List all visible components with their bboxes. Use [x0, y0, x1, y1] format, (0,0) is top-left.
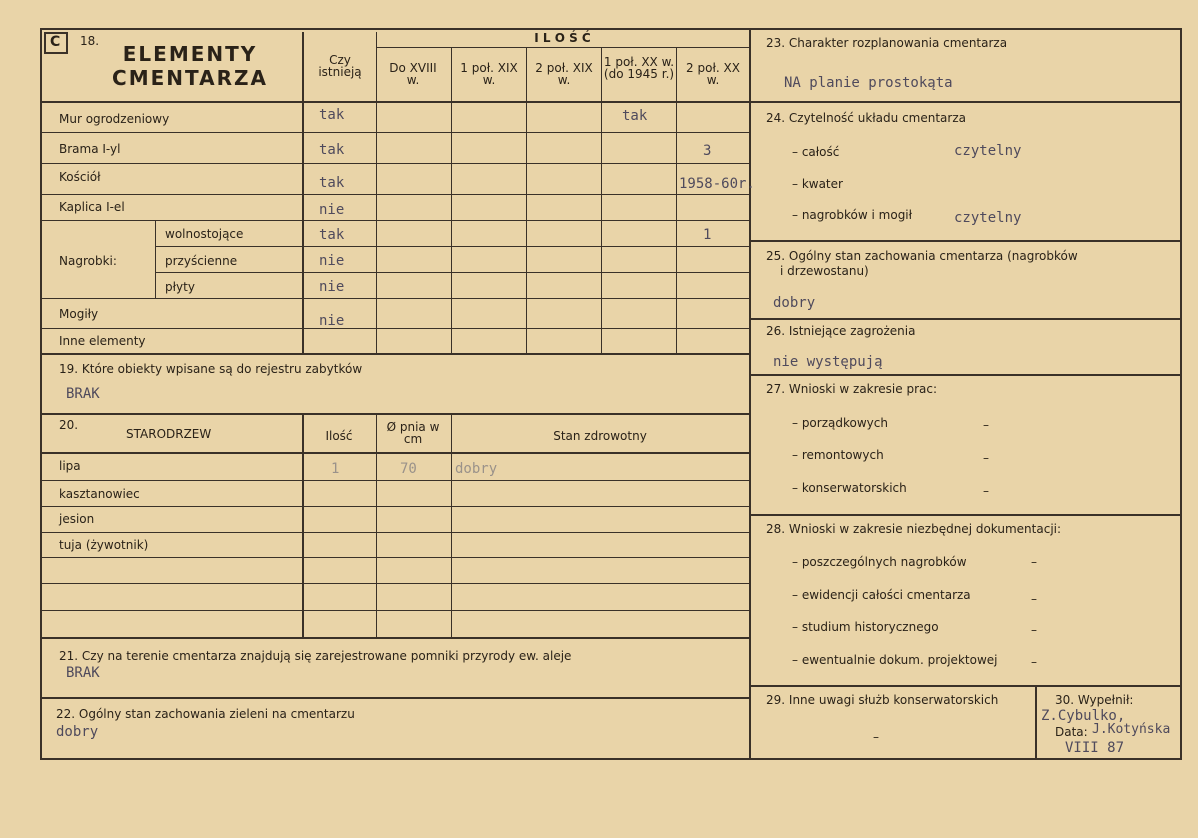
works-item-label: – konserwatorskich: [792, 481, 907, 495]
section-25-label-1: 25. Ogólny stan zachowania cmentarza (nagrobków: [766, 249, 1078, 263]
section-18-title-1: ELEMENTY: [122, 42, 258, 66]
col-health-header: Stan zdrowotny: [553, 429, 647, 443]
exists-value: tak: [319, 142, 345, 158]
tree-name: lipa: [59, 459, 81, 473]
period-header-4: 1 poł. XX w. (do 1945 r.): [603, 55, 675, 81]
col18-sep-2: [376, 32, 377, 354]
tree-name: jesion: [59, 512, 95, 526]
section-27-bottom: [749, 514, 1182, 516]
documentation-item-value: –: [1031, 592, 1037, 606]
works-item-value: –: [983, 484, 989, 498]
col18-sep-nagrobki: [155, 220, 156, 298]
col18-sep-6: [676, 48, 677, 354]
works-item-label: – porządkowych: [792, 416, 888, 430]
col18-sep-4: [526, 48, 527, 354]
section-20-title: STARODRZEW: [126, 427, 212, 441]
date-value: VIII 87: [1065, 740, 1125, 756]
row20-line: [40, 532, 749, 533]
tree-health: dobry: [455, 461, 498, 477]
exists-value: nie: [319, 313, 345, 329]
section-19-value: BRAK: [66, 386, 100, 402]
center-divider: [749, 28, 751, 760]
section-29-30-divider: [1035, 685, 1037, 760]
section-23-label: 23. Charakter rozplanowania cmentarza: [766, 36, 1008, 50]
section-letter: C: [50, 34, 61, 50]
row18-line: [40, 220, 749, 221]
hdr20-bottom: [40, 452, 749, 454]
col18-sep-3: [451, 48, 452, 354]
period5-value: 1: [703, 227, 712, 243]
documentation-item-value: –: [1031, 623, 1037, 637]
row-label-gate: Brama I-yl: [59, 142, 121, 156]
row20-line: [40, 610, 749, 611]
section-24-label: 24. Czytelność układu cmentarza: [766, 111, 966, 125]
tree-name: kasztanowiec: [59, 487, 140, 501]
ilosc-underline: [376, 47, 749, 48]
documentation-item-label: – studium historycznego: [792, 620, 939, 634]
hdr18-bottom: [40, 101, 749, 103]
row18-line: [155, 272, 749, 273]
period5-value: 1958-60r.: [679, 176, 755, 192]
documentation-item-label: – poszczególnych nagrobków: [792, 555, 967, 569]
section-22-value: dobry: [56, 724, 99, 740]
row18-line: [40, 328, 749, 329]
section-25-value: dobry: [773, 295, 816, 311]
section-28-label: 28. Wnioski w zakresie niezbędnej dokumentacji:: [766, 522, 1062, 536]
documentation-item-label: – ewidencji całości cmentarza: [792, 588, 971, 602]
filled-by-value: Z.Cybulko,: [1041, 708, 1126, 724]
section-19-label: 19. Które obiekty wpisane są do rejestru zabytków: [59, 362, 363, 376]
section-26-value: nie występują: [773, 354, 883, 370]
tree-diameter: 70: [400, 461, 417, 477]
period-header-2: 1 poł. XIX w.: [460, 61, 518, 87]
section-18-number: 18.: [80, 34, 100, 48]
section-28-bottom: [749, 685, 1182, 687]
tree-name: tuja (żywotnik): [59, 538, 149, 552]
readability-item-label: – całość: [792, 145, 840, 159]
works-item-label: – remontowych: [792, 448, 884, 462]
date-person-value: J.Kotyńska: [1092, 722, 1171, 737]
section-29-label: 29. Inne uwagi służb konserwatorskich: [766, 693, 999, 707]
exists-value: tak: [319, 175, 345, 191]
col-exists-header: Czy istnieją: [318, 53, 362, 79]
row20-line: [40, 480, 749, 481]
section-27-label: 27. Wnioski w zakresie prac:: [766, 382, 938, 396]
period5-value: 3: [703, 143, 712, 159]
row20-line: [40, 506, 749, 507]
exists-value: tak: [319, 107, 345, 123]
exists-value: nie: [319, 202, 345, 218]
section-23-value: NA planie prostokąta: [784, 75, 953, 91]
col20-sep: [302, 415, 304, 637]
row-label-wall-mounted: przyścienne: [165, 254, 238, 268]
row18-line: [155, 246, 749, 247]
documentation-item-value: –: [1031, 555, 1037, 569]
row18-line: [40, 163, 749, 164]
section-21-bottom: [40, 697, 749, 699]
section-18-bottom: [40, 353, 749, 355]
period-header-1: Do XVIII w.: [389, 61, 437, 87]
readability-item-value: czytelny: [954, 210, 1022, 226]
date-label: Data:: [1055, 725, 1088, 739]
readability-item-value: czytelny: [954, 143, 1022, 159]
section-22-label: 22. Ogólny stan zachowania zieleni na cmentarzu: [56, 707, 355, 721]
row-label-church: Kościół: [59, 170, 101, 184]
row18-line: [40, 132, 749, 133]
row-label-freestanding: wolnostojące: [165, 227, 244, 241]
section-25-bottom: [749, 318, 1182, 320]
row18-line: [40, 194, 749, 195]
section-21-label: 21. Czy na terenie cmentarza znajdują się zarejestrowane pomniki przyrody ew. aleje: [59, 649, 572, 663]
period-header-5: 2 poł. XX w.: [686, 61, 740, 87]
tree-qty: 1: [331, 461, 340, 477]
section-18-title-2: CMENTARZA: [112, 66, 268, 90]
exists-value: tak: [319, 227, 345, 243]
col18-sep-1: [302, 32, 304, 354]
works-item-value: –: [983, 418, 989, 432]
works-item-value: –: [983, 451, 989, 465]
section-20-bottom: [40, 637, 749, 639]
readability-item-label: – nagrobków i mogił: [792, 208, 913, 222]
row-label-chapel: Kaplica I-el: [59, 200, 125, 214]
section-21-value: BRAK: [66, 665, 100, 681]
row-label-other: Inne elementy: [59, 334, 146, 348]
section-26-label: 26. Istniejące zagrożenia: [766, 324, 916, 338]
nagrobki-group-label: Nagrobki:: [59, 254, 117, 268]
exists-value: nie: [319, 279, 345, 295]
row20-line: [40, 583, 749, 584]
col-diameter-header: Ø pnia w cm: [386, 420, 440, 446]
col20-sep: [451, 415, 452, 637]
period-header-3: 2 poł. XIX w.: [535, 61, 593, 87]
section-26-bottom: [749, 374, 1182, 376]
section-23-bottom: [749, 101, 1182, 103]
section-29-value: –: [873, 730, 879, 744]
exists-value: nie: [319, 253, 345, 269]
row18-line: [40, 298, 749, 299]
col18-sep-5: [601, 48, 602, 354]
documentation-item-label: – ewentualnie dokum. projektowej: [792, 653, 998, 667]
readability-item-label: – kwater: [792, 177, 843, 191]
col-quantity-header: I L O Ś Ć: [534, 31, 591, 45]
section-25-label-2: i drzewostanu): [780, 264, 869, 278]
section-24-bottom: [749, 240, 1182, 242]
row-label-slabs: płyty: [165, 280, 195, 294]
row-label-wall: Mur ogrodzeniowy: [59, 112, 170, 126]
col-qty-header: Ilość: [325, 429, 353, 443]
row-label-graves: Mogiły: [59, 307, 99, 321]
period4-value: tak: [622, 108, 648, 124]
section-19-bottom: [40, 413, 749, 415]
section-20-number: 20.: [59, 418, 79, 432]
section-30-label: 30. Wypełnił:: [1055, 693, 1134, 707]
col20-sep: [376, 415, 377, 637]
documentation-item-value: –: [1031, 655, 1037, 669]
row20-line: [40, 557, 749, 558]
